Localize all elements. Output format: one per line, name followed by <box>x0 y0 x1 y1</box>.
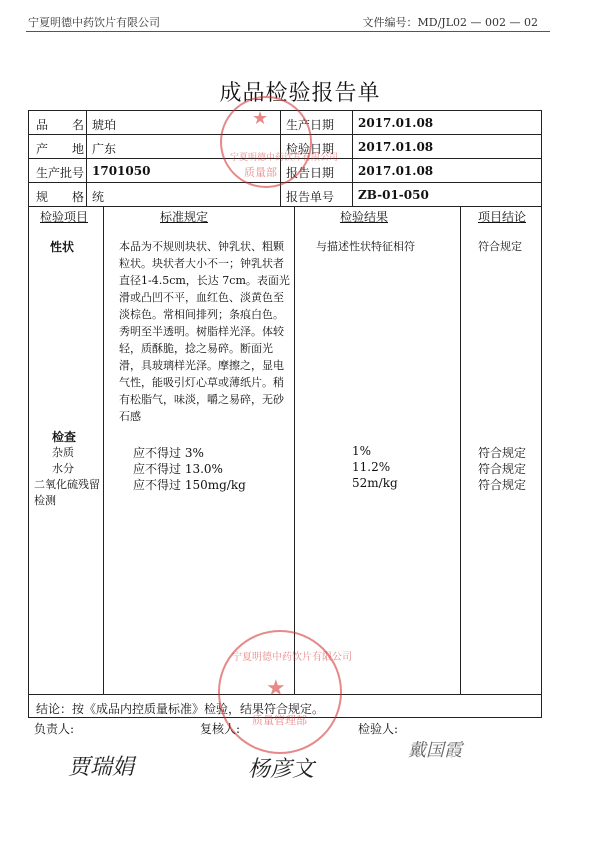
inspection-label: 检查 <box>52 430 77 444</box>
product-name-label: 品 名 <box>36 118 85 132</box>
column-header-standard: 标准规定 <box>160 210 209 224</box>
inspection-date-label: 检验日期 <box>286 142 335 156</box>
table-row-conclusion: 符合规定 <box>478 478 527 492</box>
spec-label: 规 格 <box>36 190 85 204</box>
column-header-item: 检验项目 <box>40 210 89 224</box>
inspector-label: 检验人: <box>358 722 399 736</box>
table-row-result: 1% <box>352 444 372 458</box>
responsible-signature: 贾瑞娟 <box>68 755 135 780</box>
reviewer-signature: 杨彦文 <box>248 757 315 782</box>
table-row-conclusion: 符合规定 <box>478 446 527 460</box>
col-divider <box>294 206 295 694</box>
table-row-item: 水分 <box>52 462 74 475</box>
row-divider <box>28 206 542 207</box>
stamp-dept-text: 质量部 <box>244 166 277 179</box>
report-date-label: 报告日期 <box>286 166 335 180</box>
table-row-result: 52m/kg <box>352 476 398 490</box>
traits-conclusion: 符合规定 <box>478 240 522 253</box>
table-row-standard: 应不得过 150mg/kg <box>133 478 246 492</box>
col-divider <box>460 206 461 694</box>
origin: 广东 <box>92 142 117 156</box>
file-number <box>363 14 538 30</box>
report-date: 2017.01.08 <box>358 164 434 178</box>
stamp-star-icon: ★ <box>266 676 286 701</box>
header-divider <box>26 31 550 32</box>
col-divider <box>103 206 104 694</box>
table-row-item-continuation: 检测 <box>34 494 56 507</box>
stamp-star-icon: ★ <box>252 108 269 129</box>
inspector-signature: 戴国霞 <box>408 740 462 761</box>
batch-label: 生产批号 <box>36 166 85 180</box>
col-divider <box>86 110 87 206</box>
stamp-dept-text: 质量管理部 <box>252 714 307 727</box>
origin-label: 产 地 <box>36 142 85 156</box>
batch-number: 1701050 <box>92 164 151 178</box>
inspection-date: 2017.01.08 <box>358 140 434 154</box>
traits-label: 性状 <box>50 240 75 254</box>
company-header: 宁夏明德中药饮片有限公司 <box>28 16 160 29</box>
product-name: 琥珀 <box>92 118 117 132</box>
table-row-item: 杂质 <box>52 446 74 459</box>
page-title: 成品检验报告单 <box>219 81 381 106</box>
responsible-label: 负责人: <box>34 722 75 736</box>
report-number: ZB-01-050 <box>358 188 429 202</box>
reviewer-label: 复核人: <box>200 722 241 736</box>
file-number-label: 文件编号： <box>362 16 418 29</box>
column-header-result: 检验结果 <box>340 210 389 224</box>
table-row-standard: 应不得过 3% <box>133 446 204 460</box>
table-row-result: 11.2% <box>352 460 391 474</box>
conclusion-text: 结论：按《成品内控质量标准》检验，结果符合规定。 <box>36 702 325 716</box>
traits-standard: 本品为不规则块状、钟乳状、粗颗粒状。块状者大小不一；钟乳状者直径1-4.5cm，长达 7cm。表面光滑或凸凹不平，血红色、淡黄色至淡棕色。常相间排列；条痕白色。秀明至半透明。树脂样光泽。体较轻，质酥脆，捻之易碎。断面光滑，具玻璃样光泽。摩擦之，显电气性，能吸引灯心草或薄纸片。稍有松脂气，味淡，嚼之易碎，无砂石感 <box>119 240 290 423</box>
spec: 统 <box>92 190 105 204</box>
table-row-item: 二氧化硫残留 <box>34 478 100 491</box>
stamp-company-text: 宁夏明德中药饮片有限公司 <box>232 652 352 663</box>
report-number-label: 报告单号 <box>286 190 335 204</box>
table-row-conclusion: 符合规定 <box>478 462 527 476</box>
column-header-conclusion: 项目结论 <box>478 210 527 224</box>
production-date-label: 生产日期 <box>286 118 335 132</box>
production-date: 2017.01.08 <box>358 116 434 130</box>
file-number-value: MD/JL02 — 002 — 02 <box>417 16 538 29</box>
traits-result: 与描述性状特征相符 <box>316 240 415 253</box>
col-divider <box>352 110 353 206</box>
stamp-company-text: 宁夏明德中药饮片有限公司 <box>230 153 339 163</box>
table-row-standard: 应不得过 13.0% <box>133 462 223 476</box>
